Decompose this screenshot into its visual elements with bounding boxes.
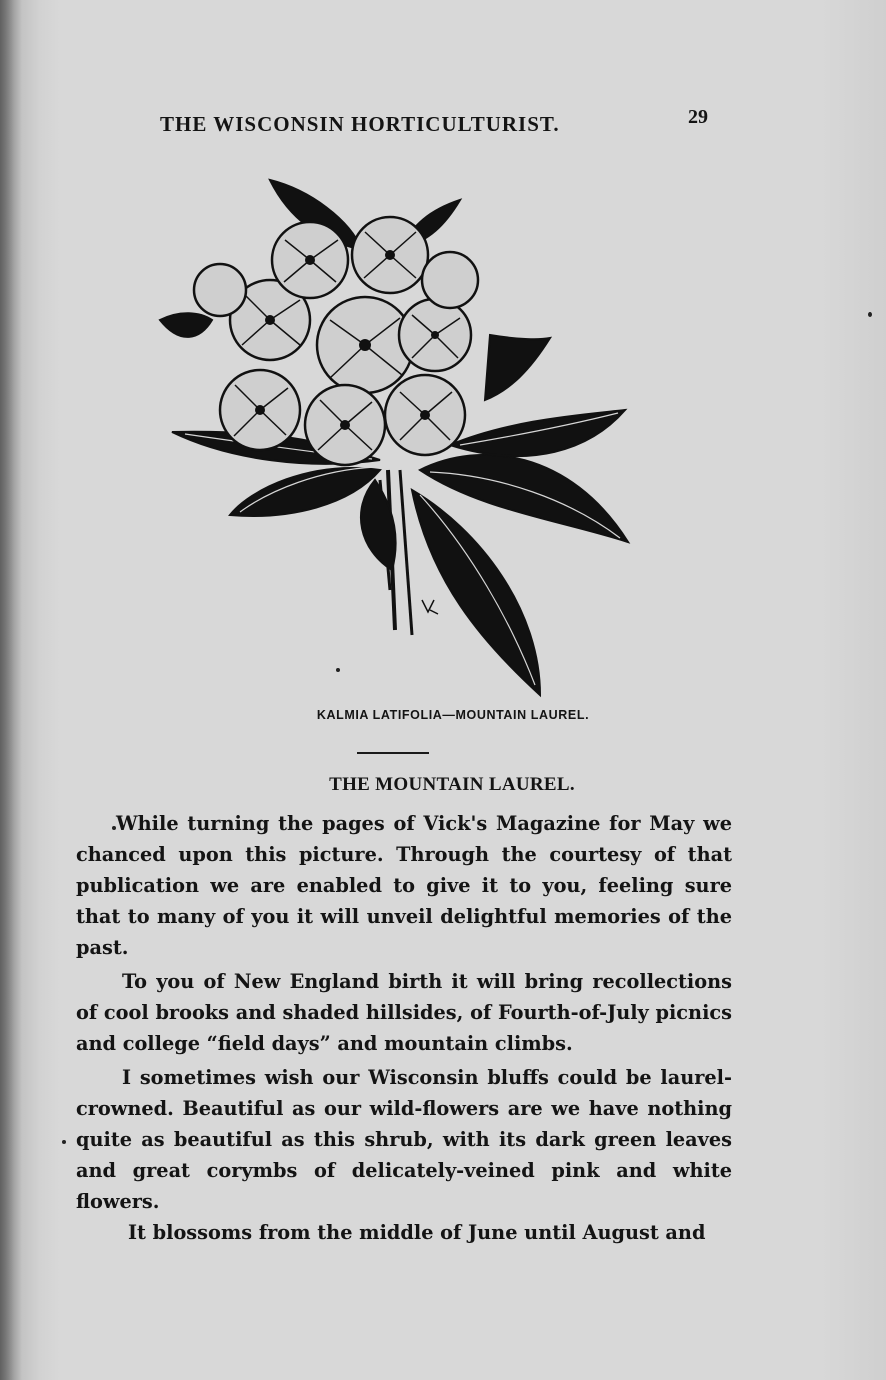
paragraph-4: It blossoms from the middle of June until August and <box>128 1221 706 1244</box>
figure-caption: KALMIA LATIFOLIA—MOUNTAIN LAUREL. <box>316 708 590 722</box>
paragraph-1: While turning the pages of Vick's Magazine for May we chanced upon this picture. Through the courtesy of that publication we are enabled to give it to you, feeling sure that to many of you it will unveil delightful memories of the past. <box>76 812 732 959</box>
page-number: 29 <box>688 106 708 128</box>
binding-shadow <box>0 0 22 1380</box>
print-speck <box>336 668 340 672</box>
print-speck <box>112 826 116 830</box>
title-rule <box>357 752 429 754</box>
paragraph-2: To you of New England birth it will bring recollections of cool brooks and shaded hillsides, of Fourth-of-July picnics and college “field days” and mountain climbs. <box>76 970 732 1055</box>
article-body <box>76 808 732 1248</box>
paragraph-3: I sometimes wish our Wisconsin bluffs could be laurel-crowned. Beautiful as our wild-flowers are we have nothing quite as beautiful as this shrub, with its dark green leaves and great corymbs of delicately-veined pink and white flowers. <box>76 1066 732 1213</box>
print-speck <box>868 312 872 317</box>
running-header-title: THE WISCONSIN HORTICULTURIST. <box>160 112 560 136</box>
print-speck <box>62 1140 66 1144</box>
article-title: THE MOUNTAIN LAUREL. <box>329 774 575 795</box>
mountain-laurel-illustration <box>150 170 640 700</box>
